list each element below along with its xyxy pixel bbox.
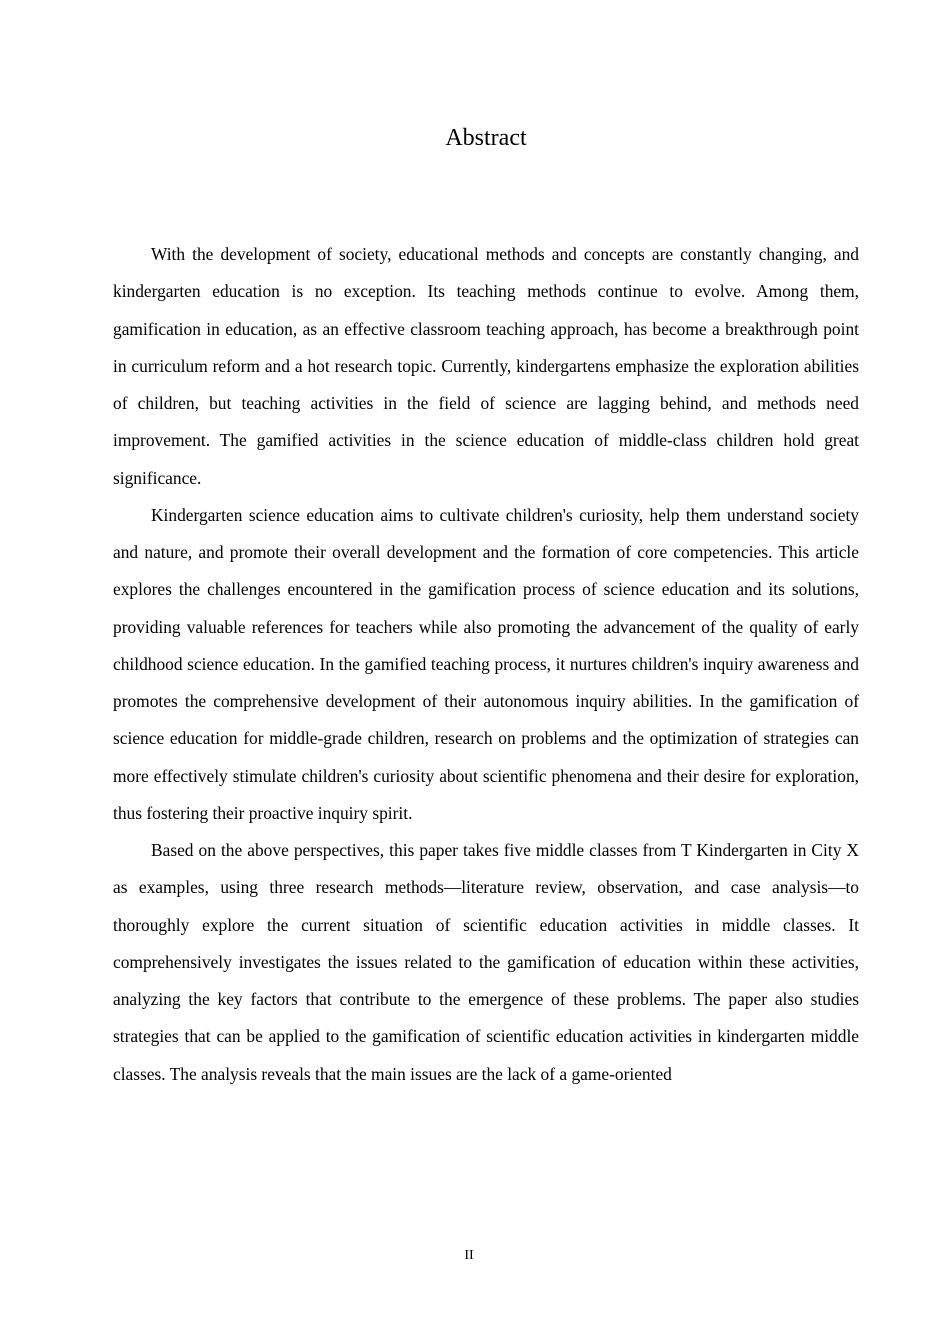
abstract-paragraph-2: Kindergarten science education aims to cultivate children's curiosity, help them understand society and nature, and promote their overall development and the formation of core competencies. This article explores the challenges encountered in the gamification process of science education and its solutions, providing valuable references for teachers while also promoting the advancement of the quality of early childhood science education. In the gamified teaching process, it nurtures children's inquiry awareness and promotes the comprehensive development of their autonomous inquiry abilities. In the gamification of science education for middle-grade children, research on problems and the optimization of strategies can more effectively stimulate children's curiosity about scientific phenomena and their desire for exploration, thus fostering their proactive inquiry spirit.	[113, 504, 859, 824]
abstract-paragraph-1: With the development of society, educational methods and concepts are constantly changing, and kindergarten education is no exception. Its teaching methods continue to evolve. Among them, gamification in education, as an effective classroom teaching approach, has become a breakthrough point in curriculum reform and a hot research topic. Currently, kindergartens emphasize the exploration abilities of children, but teaching activities in the field of science are lagging behind, and methods need improvement. The gamified activities in the science education of middle-class children hold great significance.	[113, 244, 859, 488]
abstract-body	[113, 236, 859, 1093]
page-title: Abstract	[445, 125, 527, 151]
page-number: II	[464, 1248, 474, 1263]
abstract-paragraph-3: Based on the above perspectives, this paper takes five middle classes from T Kindergarten in City X as examples, using three research methods—literature review, observation, and case analysis—to thoroughly explore the current situation of scientific education activities in middle classes. It comprehensively investigates the issues related to the gamification of education within these activities, analyzing the key factors that contribute to the emergence of these problems. The paper also studies strategies that can be applied to the gamification of scientific education activities in kindergarten middle classes. The analysis reveals that the main issues are the lack of a game-oriented	[113, 839, 859, 1084]
